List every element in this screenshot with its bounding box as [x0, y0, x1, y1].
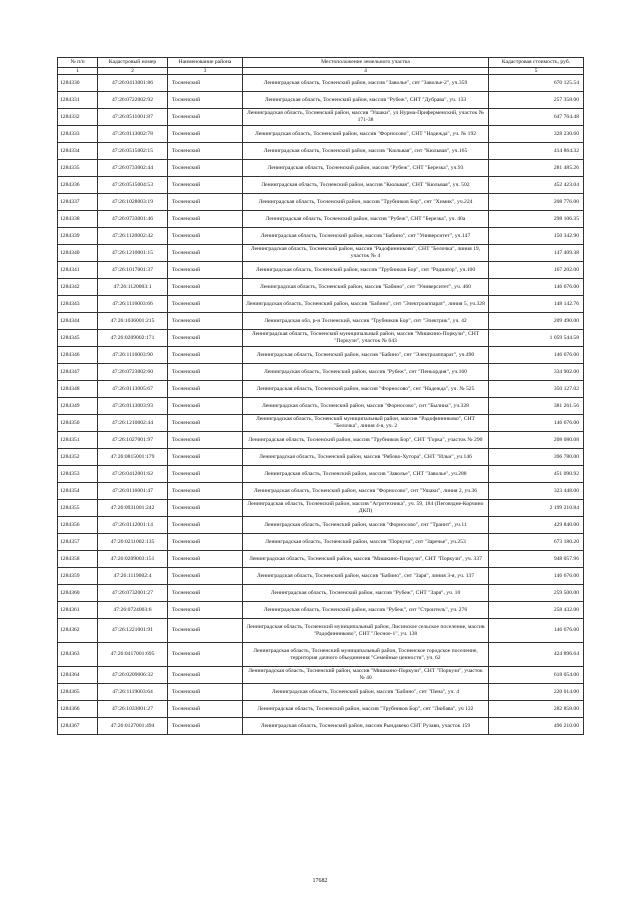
table-row — [58, 75, 584, 92]
value-cell: 167 202.00 — [489, 262, 584, 279]
cadastral-number-cell: 47:26:1116003:66 — [98, 296, 168, 313]
table-row — [58, 126, 584, 143]
cadastral-number-cell: 47:26:0732001:27 — [98, 585, 168, 602]
district-cell: Тосненский — [168, 211, 243, 228]
header-district-name: Наименование района — [168, 58, 243, 68]
value-cell: 208 776.00 — [489, 194, 584, 211]
value-cell: 350 127.02 — [489, 381, 584, 398]
cadastral-number-cell: 47:26:1210001:15 — [98, 245, 168, 262]
row-number-cell: 1284364 — [58, 667, 98, 684]
row-number-cell: 1284363 — [58, 643, 98, 667]
row-number-cell: 1284330 — [58, 75, 98, 92]
table-row — [58, 211, 584, 228]
row-number-cell: 1284361 — [58, 602, 98, 619]
district-cell: Тосненский — [168, 667, 243, 684]
row-number-cell: 1284355 — [58, 500, 98, 517]
row-number-cell: 1284342 — [58, 279, 98, 296]
cadastral-number-cell: 47:26:0733001:46 — [98, 211, 168, 228]
cadastral-number-cell: 47:26:0113005:67 — [98, 381, 168, 398]
cadastral-number-cell: 47:26:0722002:92 — [98, 92, 168, 109]
district-cell: Тосненский — [168, 551, 243, 568]
row-number-cell: 1284344 — [58, 313, 98, 330]
location-cell: Ленинградская область, Тосненский район, массив "Форносово", СНТ "Надежда", уч. № 192 — [243, 126, 489, 143]
cadastral-number-cell: 47:26:0417001:695 — [98, 643, 168, 667]
location-cell: Ленинградская область, Тосненский район, массив "Радофинниково", СНТ "Белочка", линия 19, участок № 4 — [243, 245, 489, 262]
value-cell: 282 858.00 — [489, 701, 584, 718]
cadastral-number-cell: 47:26:0113002:78 — [98, 126, 168, 143]
cadastral-number-cell: 47:26:1119002:4 — [98, 568, 168, 585]
district-cell: Тосненский — [168, 92, 243, 109]
location-cell: Ленинградская область, Тосненский муниципальный район, Тосненское городское поселение, территория дачного объединения "Семейные ценности", уч. 62 — [243, 643, 489, 667]
location-cell: Ленинградская область, Тосненский район, массив "Мишкино-Поркузи", СНТ "Поркузи", участок № 40 — [243, 667, 489, 684]
location-cell: Ленинградская область, Тосненский район, массив "Заволье", СНТ "Заволье", уч.288 — [243, 466, 489, 483]
table-row — [58, 143, 584, 160]
location-cell: Ленинградская область, Тосненский муниципальный район, Лисинское сельское поселение, массив "Радофинниково", СНТ "Лесное-1", уч. 138 — [243, 619, 489, 643]
cadastral-number-cell: 47:26:0209006:32 — [98, 667, 168, 684]
location-cell: Ленинградская область, Тосненский район, массив "Рубеж", снт "Пеньордия", уч.160 — [243, 364, 489, 381]
district-cell: Тосненский — [168, 75, 243, 92]
column-number: 1 — [58, 68, 98, 75]
cadastral-number-cell: 47:26:0815001:179 — [98, 449, 168, 466]
row-number-cell: 1284357 — [58, 534, 98, 551]
header-cadastral-value: Кадастровая стоимость, руб. — [489, 58, 584, 68]
location-cell: Ленинградская область, Тосненский район, массив "Бабино", снт "Электроаппарат", линия 5, уч.328 — [243, 296, 489, 313]
row-number-cell: 1284350 — [58, 415, 98, 432]
value-cell: 1 059 544.58 — [489, 330, 584, 347]
table-row — [58, 228, 584, 245]
value-cell: 381 261.56 — [489, 398, 584, 415]
table-row — [58, 262, 584, 279]
row-number-cell: 1284335 — [58, 160, 98, 177]
table-row — [58, 500, 584, 517]
table-row — [58, 718, 584, 735]
district-cell: Тосненский — [168, 701, 243, 718]
cadastral-number-cell: 47:26:0209003:151 — [98, 551, 168, 568]
district-cell: Тосненский — [168, 109, 243, 126]
value-cell: 328 230.60 — [489, 126, 584, 143]
location-cell: Ленинградская область, Тосненский район, массив "Кюльвая", снт "Кюльвая", уч.165 — [243, 143, 489, 160]
column-number: 2 — [98, 68, 168, 75]
location-cell: Ленинградская область, Тосненский район, массив "Кюльвая", СНТ "Кюльвая", уч. 502 — [243, 177, 489, 194]
row-number-cell: 1284348 — [58, 381, 98, 398]
cadastral-number-cell: 47:26:1028003:19 — [98, 194, 168, 211]
value-cell: 496 210.00 — [489, 718, 584, 735]
header-location: Местоположение земельного участка — [243, 58, 489, 68]
row-number-cell: 1284367 — [58, 718, 98, 735]
table-row — [58, 279, 584, 296]
district-cell: Тосненский — [168, 143, 243, 160]
row-number-cell: 1284334 — [58, 143, 98, 160]
document-page — [57, 57, 583, 735]
cadastral-number-cell: 47:26:1120003:1 — [98, 279, 168, 296]
table-row — [58, 483, 584, 500]
value-cell: 146 676.00 — [489, 347, 584, 364]
row-number-cell: 1284359 — [58, 568, 98, 585]
location-cell: Ленинградская область, Тосненский район, массив "Рубеж", снт "Строитель", уч. 276 — [243, 602, 489, 619]
location-cell: Ленинградская область, Тосненский район, массив "Рубеж", СНТ "Заря", уч. 10 — [243, 585, 489, 602]
table-row — [58, 296, 584, 313]
location-cell: Ленинградская область, Тосненский район, массив "Рябово-Хутора", СНТ "Ильи", уч.146 — [243, 449, 489, 466]
value-cell: 452 423.04 — [489, 177, 584, 194]
cadastral-number-cell: 47:26:1120002:42 — [98, 228, 168, 245]
value-cell: 670 125.54 — [489, 75, 584, 92]
column-number: 3 — [168, 68, 243, 75]
district-cell: Тосненский — [168, 126, 243, 143]
cadastral-number-cell: 47:26:1033001:27 — [98, 701, 168, 718]
value-cell: 948 057.96 — [489, 551, 584, 568]
header-cadastral-number: Кадастровый номер — [98, 58, 168, 68]
table-row — [58, 602, 584, 619]
location-cell: Ленинградская область, Тосненский район, массив "Мишкино-Поркузи", СНТ "Поркузи", уч. 337 — [243, 551, 489, 568]
location-cell: Ленинградская область, Тосненский район, массив "Трубников Бор", снт "Радиатор", уч.100 — [243, 262, 489, 279]
location-cell: Ленинградская область, Тосненский район, массив "Бабино", снт "Электроаппарат", уч.490 — [243, 347, 489, 364]
table-row — [58, 109, 584, 126]
row-number-cell: 1284351 — [58, 432, 98, 449]
row-number-cell: 1284341 — [58, 262, 98, 279]
row-number-cell: 1284366 — [58, 701, 98, 718]
district-cell: Тосненский — [168, 262, 243, 279]
table-row — [58, 364, 584, 381]
value-cell: 147 409.38 — [489, 245, 584, 262]
location-cell: Ленинградская область, Тосненский район, массив Рындакеко СНТ Рузави, участок 159 — [243, 718, 489, 735]
value-cell: 146 676.00 — [489, 568, 584, 585]
district-cell: Тосненский — [168, 245, 243, 262]
location-cell: Ленинградская область, Тосненский район, массив "Форносово", снт "Надежда", уч. № 525 — [243, 381, 489, 398]
value-cell: 429 840.00 — [489, 517, 584, 534]
row-number-cell: 1284339 — [58, 228, 98, 245]
page-number: 17682 — [312, 878, 328, 884]
district-cell: Тосненский — [168, 568, 243, 585]
table-row — [58, 432, 584, 449]
cadastral-number-cell: 47:26:1116003:90 — [98, 347, 168, 364]
table-row — [58, 568, 584, 585]
table-row — [58, 684, 584, 701]
location-cell: Ленинградская обл, р-н Тосненский, массив "Трубников Бор", снт "Электрик", уч. 42 — [243, 313, 489, 330]
value-cell: 258 432.00 — [489, 602, 584, 619]
cadastral-number-cell: 47:26:1210002:44 — [98, 415, 168, 432]
value-cell: 146 676.00 — [489, 619, 584, 643]
district-cell: Тосненский — [168, 500, 243, 517]
location-cell: Ленинградская область, Тосненский район, массив "Форносово", снт "Ушаки", линия 2, уч.36 — [243, 483, 489, 500]
row-number-cell: 1284346 — [58, 347, 98, 364]
location-cell: Ленинградская область, Тосненский район, массив "Заволье", снт "Заволье-2", уч.359 — [243, 75, 489, 92]
cadastral-number-cell: 47:26:1119003:64 — [98, 684, 168, 701]
row-number-cell: 1284362 — [58, 619, 98, 643]
district-cell: Тосненский — [168, 194, 243, 211]
row-number-cell: 1284347 — [58, 364, 98, 381]
cadastral-number-cell: 47:26:1017001:37 — [98, 262, 168, 279]
table-row — [58, 449, 584, 466]
table-body — [58, 75, 584, 735]
row-number-cell: 1284345 — [58, 330, 98, 347]
row-number-cell: 1284336 — [58, 177, 98, 194]
value-cell: 148 142.76 — [489, 296, 584, 313]
cadastral-number-cell: 47:26:1027001:97 — [98, 432, 168, 449]
value-cell: 414 864.32 — [489, 143, 584, 160]
table-row — [58, 667, 584, 684]
value-cell: 298 106.35 — [489, 211, 584, 228]
location-cell: Ленинградская область, Тосненский район, массив "Бабино", снт "Университет", уч.147 — [243, 228, 489, 245]
district-cell: Тосненский — [168, 534, 243, 551]
value-cell: 146 676.00 — [489, 415, 584, 432]
location-cell: Ленинградская область, Тосненский район, массив "Рубеж", СНТ "Дубрава", уч. 133 — [243, 92, 489, 109]
location-cell: Ленинградская область, Тосненский район, массив "Агротехника", уч. 59, 184 (Пеговздне-Корчино ДКП) — [243, 500, 489, 517]
row-number-cell: 1284337 — [58, 194, 98, 211]
table-row — [58, 619, 584, 643]
cadastral-number-cell: 47:26:0113003:93 — [98, 398, 168, 415]
header-row-number: № п/п — [58, 58, 98, 68]
table-row — [58, 415, 584, 432]
location-cell: Ленинградская область, Тосненский район, массив "Трубников Бор", снт "Химик", уч.224 — [243, 194, 489, 211]
row-number-cell: 1284353 — [58, 466, 98, 483]
cadastral-number-cell: 47:26:0211002:135 — [98, 534, 168, 551]
district-cell: Тосненский — [168, 398, 243, 415]
table-row — [58, 160, 584, 177]
value-cell: 259 500.00 — [489, 585, 584, 602]
table-header-row — [58, 58, 584, 68]
district-cell: Тосненский — [168, 381, 243, 398]
district-cell: Тосненский — [168, 602, 243, 619]
value-cell: 618 054.00 — [489, 667, 584, 684]
district-cell: Тосненский — [168, 330, 243, 347]
district-cell: Тосненский — [168, 619, 243, 643]
value-cell: 334 902.00 — [489, 364, 584, 381]
row-number-cell: 1284331 — [58, 92, 98, 109]
location-cell: Ленинградская область, Тосненский район, массив "Рубеж", СНТ "Березка", уч. 40а — [243, 211, 489, 228]
district-cell: Тосненский — [168, 364, 243, 381]
row-number-cell: 1284358 — [58, 551, 98, 568]
row-number-cell: 1284354 — [58, 483, 98, 500]
location-cell: Ленинградская область, Тосненский район, массив "Рубеж", СНТ "Березка", уч.93 — [243, 160, 489, 177]
district-cell: Тосненский — [168, 296, 243, 313]
row-number-cell: 1284356 — [58, 517, 98, 534]
district-cell: Тосненский — [168, 347, 243, 364]
table-row — [58, 551, 584, 568]
table-row — [58, 194, 584, 211]
value-cell: 396 780.00 — [489, 449, 584, 466]
table-row — [58, 330, 584, 347]
table-row — [58, 517, 584, 534]
cadastral-number-cell: 47:26:0511001:87 — [98, 109, 168, 126]
table-row — [58, 466, 584, 483]
cadastral-number-cell: 47:26:0515002:15 — [98, 143, 168, 160]
value-cell: 424 896.64 — [489, 643, 584, 667]
district-cell: Тосненский — [168, 483, 243, 500]
district-cell: Тосненский — [168, 684, 243, 701]
row-number-cell: 1284332 — [58, 109, 98, 126]
cadastral-number-cell: 47:26:1036001:215 — [98, 313, 168, 330]
cadastral-number-cell: 47:26:0724003:6 — [98, 602, 168, 619]
district-cell: Тосненский — [168, 160, 243, 177]
row-number-cell: 1284343 — [58, 296, 98, 313]
location-cell: Ленинградская область, Тосненский район, массив "Бабино", снт "Заря", линия 3-я, уч. 137 — [243, 568, 489, 585]
district-cell: Тосненский — [168, 718, 243, 735]
district-cell: Тосненский — [168, 643, 243, 667]
cadastral-number-cell: 47:26:1221001:91 — [98, 619, 168, 643]
cadastral-number-cell: 47:26:0116001:47 — [98, 483, 168, 500]
value-cell: 451 090.92 — [489, 466, 584, 483]
cadastral-number-cell: 47:26:0412001:62 — [98, 466, 168, 483]
district-cell: Тосненский — [168, 279, 243, 296]
table-row — [58, 177, 584, 194]
cadastral-number-cell: 47:26:0733002:44 — [98, 160, 168, 177]
district-cell: Тосненский — [168, 585, 243, 602]
location-cell: Ленинградская область, Тосненский район, массив "Бабино", снт "Университет", уч. 460 — [243, 279, 489, 296]
district-cell: Тосненский — [168, 177, 243, 194]
location-cell: Ленинградская область, Тосненский район, массив "Форносово", снт "Былина", уч.328 — [243, 398, 489, 415]
table-row — [58, 585, 584, 602]
table-row — [58, 381, 584, 398]
row-number-cell: 1284365 — [58, 684, 98, 701]
cadastral-number-cell: 47:26:0723002:60 — [98, 364, 168, 381]
value-cell: 208 080.08 — [489, 432, 584, 449]
column-number: 4 — [243, 68, 489, 75]
table-row — [58, 245, 584, 262]
row-number-cell: 1284349 — [58, 398, 98, 415]
value-cell: 220 014.00 — [489, 684, 584, 701]
location-cell: Ленинградская область, Тосненский район, массив "Бабино", снт "Пена", уч. 4 — [243, 684, 489, 701]
value-cell: 323 448.00 — [489, 483, 584, 500]
row-number-cell: 1284340 — [58, 245, 98, 262]
table-row — [58, 347, 584, 364]
table-row — [58, 534, 584, 551]
column-number: 5 — [489, 68, 584, 75]
district-cell: Тосненский — [168, 466, 243, 483]
value-cell: 146 676.00 — [489, 279, 584, 296]
column-number-row — [58, 68, 584, 75]
district-cell: Тосненский — [168, 517, 243, 534]
location-cell: Ленинградская область, Тосненский муниципальный район, массив "Радофинниково", СНТ "Белочка", линия 4-я, уч. 2 — [243, 415, 489, 432]
district-cell: Тосненский — [168, 228, 243, 245]
value-cell: 673 180.20 — [489, 534, 584, 551]
location-cell: Ленинградская область, Тосненский район, массив "Форносово", снт "Транит", уч.11 — [243, 517, 489, 534]
table-row — [58, 92, 584, 109]
table-row — [58, 643, 584, 667]
location-cell: Ленинградская область, Тосненский район, массив "Трубников Бор", СНТ "Горка", участок № 290 — [243, 432, 489, 449]
district-cell: Тосненский — [168, 313, 243, 330]
cadastral-number-cell: 47:26:0931001:242 — [98, 500, 168, 517]
value-cell: 150 342.90 — [489, 228, 584, 245]
value-cell: 281 485.26 — [489, 160, 584, 177]
value-cell: 647 764.48 — [489, 109, 584, 126]
row-number-cell: 1284360 — [58, 585, 98, 602]
value-cell: 2 199 210.84 — [489, 500, 584, 517]
district-cell: Тосненский — [168, 432, 243, 449]
row-number-cell: 1284338 — [58, 211, 98, 228]
cadastral-number-cell: 47:26:0112001:14 — [98, 517, 168, 534]
table-row — [58, 701, 584, 718]
cadastral-number-cell: 47:26:0209002:171 — [98, 330, 168, 347]
value-cell: 209 490.00 — [489, 313, 584, 330]
location-cell: Ленинградская область, Тосненский район, массив "Ушаки", ул Нурма-Приферменский, участок № 171-38 — [243, 109, 489, 126]
table-row — [58, 398, 584, 415]
location-cell: Ленинградская область, Тосненский район, массив "Поркузи", снт "Заречье", уч.253 — [243, 534, 489, 551]
district-cell: Тосненский — [168, 415, 243, 432]
row-number-cell: 1284333 — [58, 126, 98, 143]
location-cell: Ленинградская область, Тосненский район, массив "Трубников Бор", снт "Любава", уч 122 — [243, 701, 489, 718]
district-cell: Тосненский — [168, 449, 243, 466]
cadastral-number-cell: 47:26:0515004:53 — [98, 177, 168, 194]
value-cell: 257 358.00 — [489, 92, 584, 109]
location-cell: Ленинградская область, Тосненский муниципальный район, массив "Мишкино-Поркузи", СНТ "Поркузи", участок № 643 — [243, 330, 489, 347]
cadastral-value-table — [57, 57, 584, 735]
cadastral-number-cell: 47:26:0413001:86 — [98, 75, 168, 92]
cadastral-number-cell: 47:26:0127001:494 — [98, 718, 168, 735]
row-number-cell: 1284352 — [58, 449, 98, 466]
table-row — [58, 313, 584, 330]
